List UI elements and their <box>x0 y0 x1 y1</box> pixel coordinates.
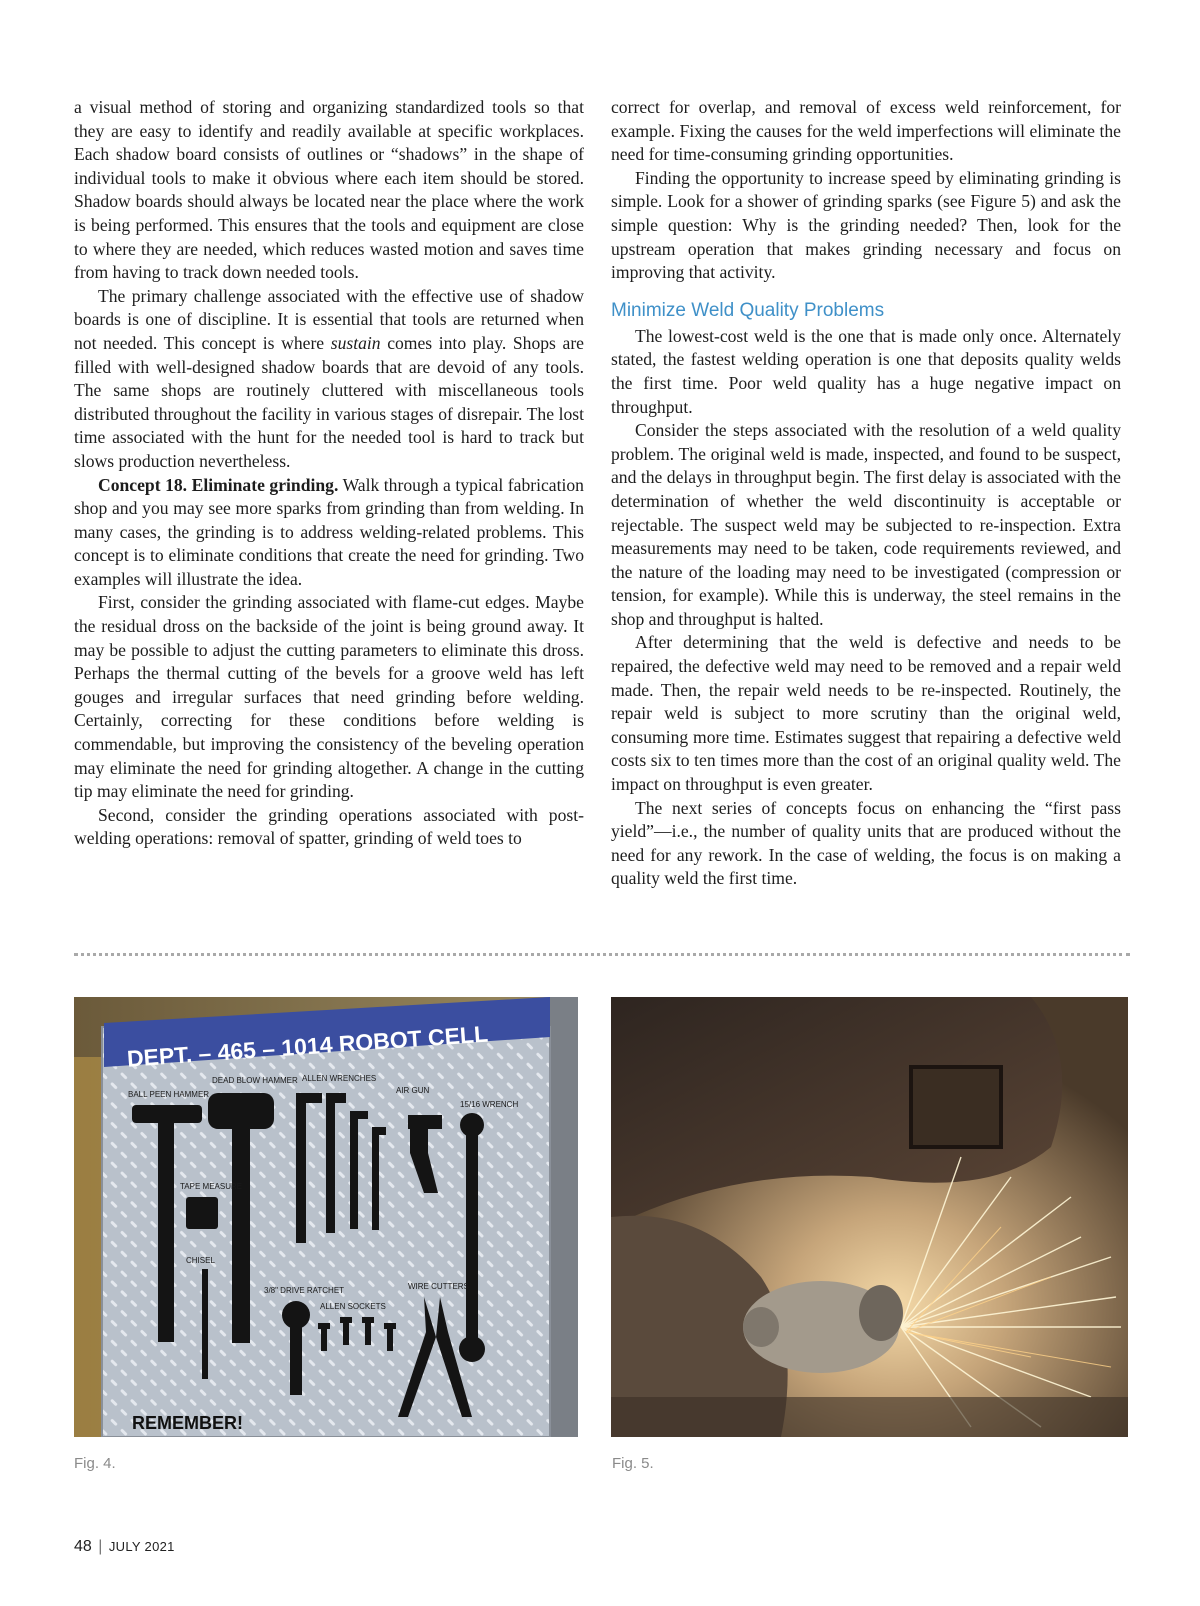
left-paragraph-2 <box>74 285 584 474</box>
section-heading: Minimize Weld Quality Problems <box>611 299 885 321</box>
left-column <box>74 96 584 851</box>
right-paragraph-6: The next series of concepts focus on enhancing the “first pass yield”—i.e., the number of quality units that are produced without the need for any rework. In the case of welding, the focus is on making a quality weld the first time. <box>611 797 1121 889</box>
left-p2-after: comes into play. Shops are filled with well-designed shadow boards that are devoid of any tools. The same shops are routinely cluttered with miscellaneous tools distributed throughout the facility in various stages of disrepair. The lost time associated with the hunt for the needed tool is hard to track but slows production nevertheless. <box>74 332 584 471</box>
board-footer-text: REMEMBER! <box>132 1413 243 1433</box>
figure-4-shadow-board <box>74 997 578 1437</box>
right-column <box>611 96 1121 891</box>
right-paragraph-5: After determining that the weld is defective and needs to be repaired, the defective weld may need to be removed and a repair weld made. Then, the repair weld needs to be re-inspected. Routinely, the repair weld is subject to more scrutiny than the original weld, consuming more time. Estimates suggest that repairing a defective weld costs six to ten times more than the cost of an original quality weld. The impact on throughput is even greater. <box>611 632 1121 795</box>
left-p2-emphasis: sustain <box>330 332 381 353</box>
issue-date: JULY 2021 <box>108 1539 175 1554</box>
label-allen-sockets: ALLEN SOCKETS <box>320 1302 386 1311</box>
label-ball-peen-hammer: BALL PEEN HAMMER <box>128 1090 210 1099</box>
shadow-board-illustration <box>74 997 578 1437</box>
left-p3-text: Walk through a typical fabrication shop and you may see more sparks from grinding than from welding. In many cases, the grinding is to address welding-related problems. This concept is to eliminate conditions that create the need for grinding. Two examples will illustrate the idea. <box>74 474 584 589</box>
label-tape-measure: TAPE MEASURE <box>180 1182 243 1191</box>
label-wrench: 15/16 WRENCH <box>460 1100 519 1109</box>
dotted-divider <box>74 953 1130 956</box>
page-number: 48 <box>74 1538 92 1555</box>
left-paragraph-4: First, consider the grinding associated with flame-cut edges. Maybe the residual dross on the backside of the joint is being ground away. It may be possible to adjust the cutting parameters to eliminate this dross. Perhaps the thermal cutting of the bevels for a groove weld has left gouges and irregular surfaces that need grinding before welding. Certainly, correcting for these conditions before welding is commendable, but improving the consistency of the beveling operation may eliminate the need for grinding altogether. A change in the cutting tip may eliminate the need for grinding. <box>74 592 584 802</box>
page-folio <box>74 1538 175 1556</box>
figure-5-grinding-sparks <box>611 997 1128 1437</box>
left-paragraph-3 <box>74 474 584 592</box>
right-paragraph-3: The lowest-cost weld is the one that is made only once. Alternately stated, the fastest welding operation is one that deposits quality welds the first time. Poor weld quality has a huge negative impact on throughput. <box>611 325 1121 417</box>
label-chisel: CHISEL <box>186 1256 215 1265</box>
left-paragraph-5: Second, consider the grinding operations associated with post-welding operations: removal of spatter, grinding of weld toes to <box>74 804 584 849</box>
label-wire-cutters: WIRE CUTTERS <box>408 1282 469 1291</box>
left-p2-before: The primary challenge associated with the effective use of shadow boards is one of discipline. It is essential that tools are returned when not needed. This concept is where <box>74 285 584 353</box>
left-paragraph-1: a visual method of storing and organizing standardized tools so that they are easy to identify and readily available at specific workplaces. Each shadow board consists of outlines or “shadows” in the shape of individual tools to make it obvious where each item should be stored. Shadow boards should always be located near the place where the work is being performed. This ensures that the tools and equipment are close to where they are needed, which reduces wasted motion and saves time from having to track down needed tools. <box>74 97 584 283</box>
right-paragraph-2: Finding the opportunity to increase speed by eliminating grinding is simple. Look for a shower of grinding sparks (see Figure 5) and ask the simple question: Why is the grinding needed? Then, look for the upstream operation that makes grinding necessary and focus on improving that activity. <box>611 167 1121 283</box>
concept-lead: Concept 18. Eliminate grinding. <box>98 474 339 495</box>
right-paragraph-4: Consider the steps associated with the resolution of a weld quality problem. The original weld is made, inspected, and found to be suspect, and the delays in throughput begin. The first delay is associated with the determination of whether the weld discontinuity is acceptable or rejectable. The suspect weld may be subjected to re-inspection. Extra measurements may need to be taken, code requirements reviewed, and the nature of the loading may need to be investigated (compression or tension, for example). While this is underway, the steel remains in the shop and throughput is halted. <box>611 420 1121 629</box>
figure-5-caption: Fig. 5. <box>612 1455 654 1472</box>
grinding-photo-illustration <box>611 997 1128 1437</box>
sign-text: DEPT. – 465 – 1014 ROBOT CELL <box>126 1020 489 1072</box>
label-air-gun: AIR GUN <box>396 1086 430 1095</box>
figure-4-caption: Fig. 4. <box>74 1455 116 1472</box>
label-allen-wrenches: ALLEN WRENCHES <box>302 1074 377 1083</box>
folio-separator: | <box>93 1538 107 1555</box>
label-ratchet: 3/8" DRIVE RATCHET <box>264 1286 345 1295</box>
right-paragraph-1: correct for overlap, and removal of excess weld reinforcement, for example. Fixing the causes for the weld imperfections will eliminate the need for time-consuming grinding opportunities. <box>611 97 1121 165</box>
label-dead-blow-hammer: DEAD BLOW HAMMER <box>212 1076 298 1085</box>
